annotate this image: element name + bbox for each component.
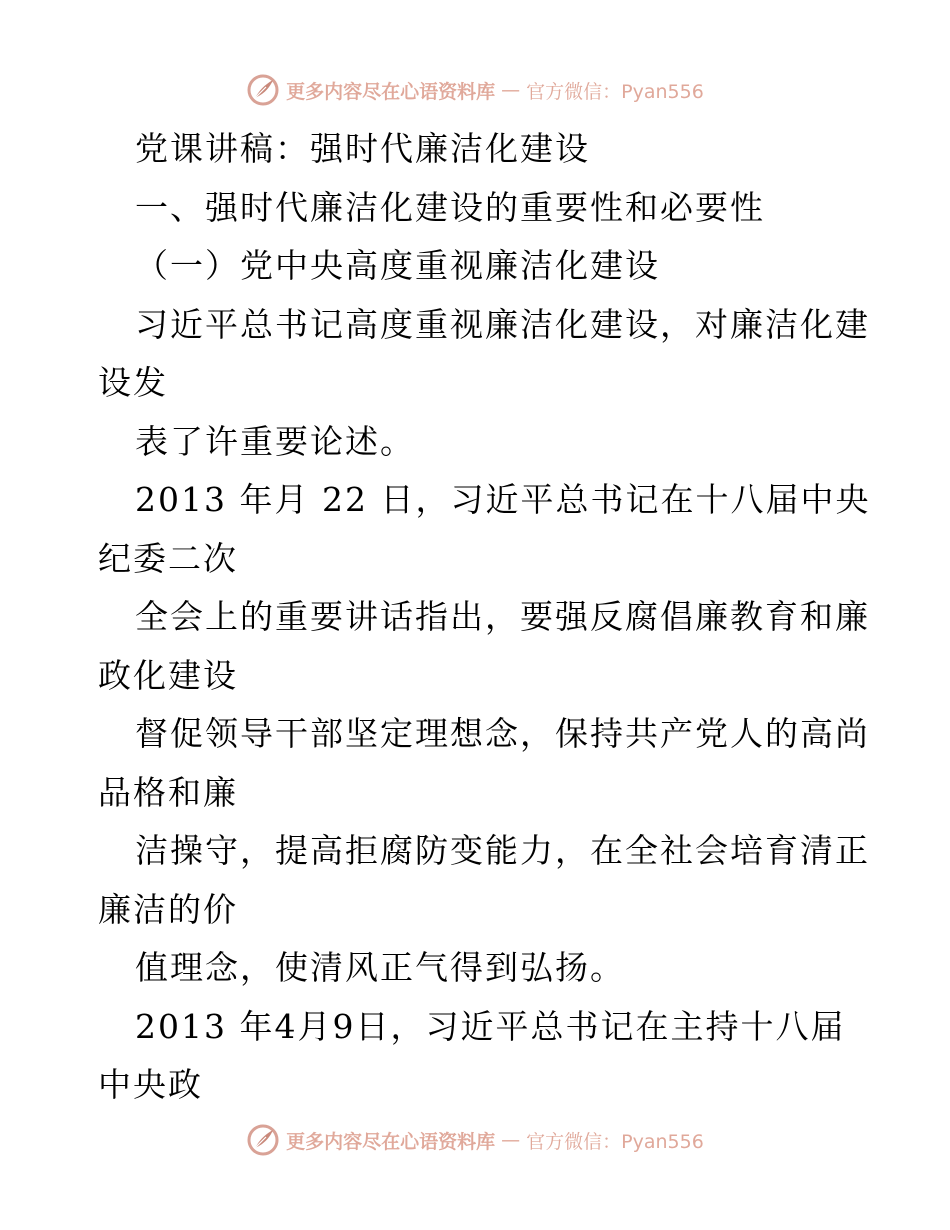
- paragraph-line: 品格和廉: [98, 772, 238, 812]
- paragraph-line: 值理念，使清风正气得到弘扬。: [135, 948, 625, 987]
- paragraph-line: 设发: [98, 363, 168, 402]
- paragraph-line: 纪委二次: [98, 538, 238, 578]
- paragraph-line: 全会上的重要讲话指出，要强反腐倡廉教育和廉: [135, 597, 870, 636]
- paragraph-line: 2013 年月 22 日，习近平总书记在十八届中央: [135, 480, 871, 519]
- paragraph-line: 政化建设: [98, 655, 238, 695]
- banner-main-text: 更多内容尽在心语资料库: [286, 1130, 496, 1153]
- banner-wechat-text: 官方微信：Pyan556: [526, 80, 704, 103]
- paragraph-line: 表了许重要论述。: [135, 421, 415, 461]
- header-watermark-banner: [0, 70, 950, 110]
- banner-main-text: 更多内容尽在心语资料库: [286, 80, 496, 103]
- banner-separator: —: [501, 79, 521, 101]
- footer-watermark-banner: [0, 1120, 950, 1160]
- document-body: [98, 120, 871, 1115]
- paragraph-line: 中央政: [98, 1065, 203, 1104]
- feather-quill-logo-icon: [246, 1123, 280, 1157]
- banner-wechat-text: 官方微信：Pyan556: [526, 1130, 704, 1153]
- paragraph-line: 2013 年4月9日，习近平总书记在主持十八届: [135, 1006, 846, 1046]
- paragraph-line: 督促领导干部坚定理想念，保持共产党人的高尚: [135, 714, 870, 753]
- paragraph-line: 习近平总书记高度重视廉洁化建设，对廉洁化建: [135, 304, 870, 344]
- section-heading: 一、强时代廉洁化建设的重要性和必要性: [135, 187, 765, 227]
- document-title: 党课讲稿：强时代廉洁化建设: [135, 129, 590, 168]
- feather-quill-logo-icon: [246, 73, 280, 107]
- paragraph-line: 廉洁的价: [98, 889, 238, 929]
- subsection-heading: （一）党中央高度重视廉洁化建设: [135, 246, 660, 285]
- banner-separator: —: [501, 1129, 521, 1151]
- paragraph-line: 洁操守，提高拒腐防变能力，在全社会培育清正: [135, 831, 870, 870]
